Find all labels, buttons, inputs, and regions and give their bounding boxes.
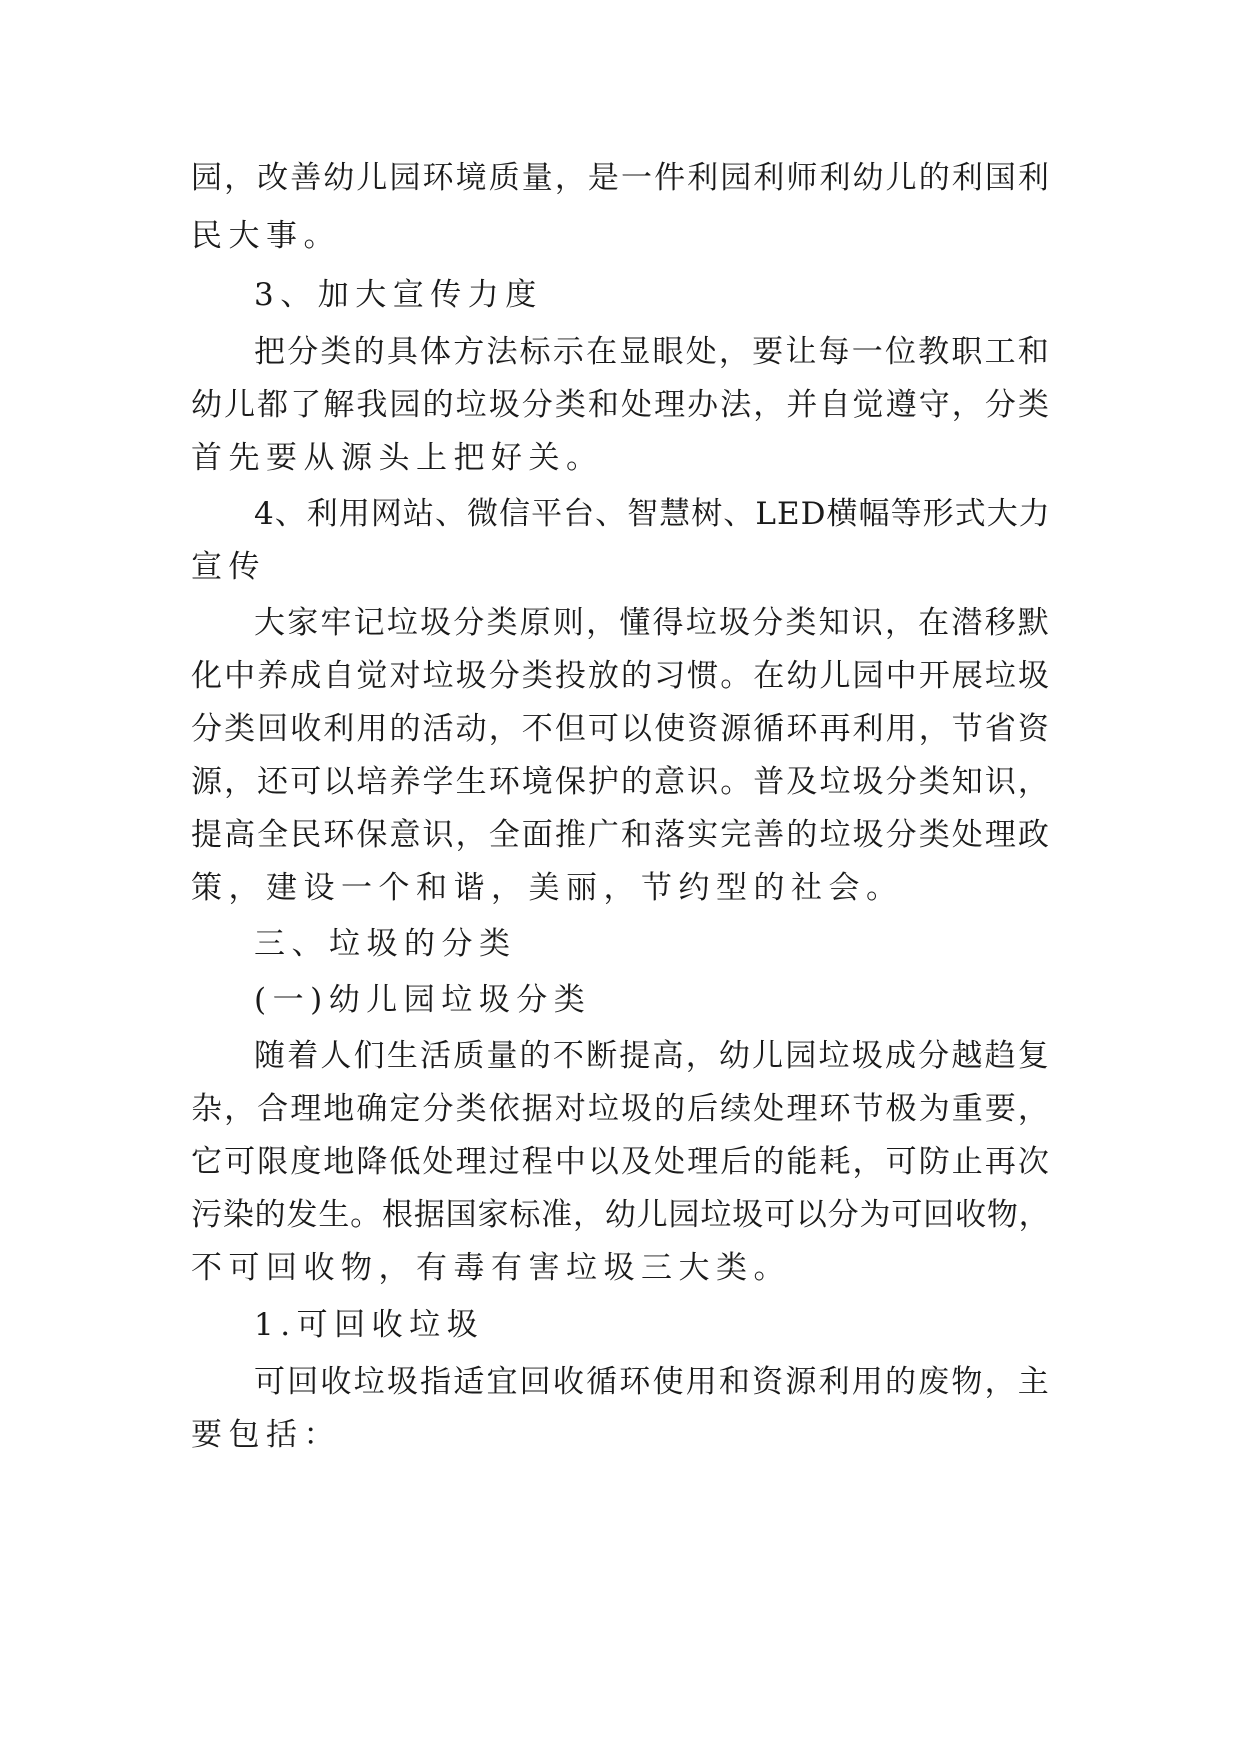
body-text-line: 把分类的具体方法标示在显眼处，要让每一位教职工和 xyxy=(254,334,1051,370)
body-text-line: 可回收垃圾指适宜回收循环使用和资源利用的废物，主 xyxy=(254,1364,1051,1400)
body-text-line: 要包括： xyxy=(191,1417,341,1453)
body-text-line: 不可回收物，有毒有害垃圾三大类。 xyxy=(191,1250,791,1286)
body-text-line: 策，建设一个和谐，美丽，节约型的社会。 xyxy=(191,870,904,906)
body-text-line: 杂，合理地确定分类依据对垃圾的后续处理环节极为重要， xyxy=(191,1091,1051,1127)
body-text-line: 民大事。 xyxy=(191,218,341,254)
section-heading: 三、垃圾的分类 xyxy=(254,926,517,962)
body-text-line: 它可限度地降低处理过程中以及处理后的能耗，可防止再次 xyxy=(191,1144,1051,1180)
body-text-line: 随着人们生活质量的不断提高，幼儿园垃圾成分越趋复 xyxy=(254,1038,1051,1074)
body-text-line: 化中养成自觉对垃圾分类投放的习惯。在幼儿园中开展垃圾 xyxy=(191,658,1051,694)
section-heading: 3、加大宣传力度 xyxy=(254,277,543,313)
body-text-line: 幼儿都了解我园的垃圾分类和处理办法，并自觉遵守，分类 xyxy=(191,387,1051,423)
subsection-heading: 1.可回收垃圾 xyxy=(254,1307,485,1343)
body-text-line: 首先要从源头上把好关。 xyxy=(191,440,604,476)
subsection-heading: (一)幼儿园垃圾分类 xyxy=(254,982,592,1018)
section-heading: 4、利用网站、微信平台、智慧树、LED横幅等形式大力 xyxy=(254,496,1051,532)
body-text-line: 提高全民环保意识，全面推广和落实完善的垃圾分类处理政 xyxy=(191,817,1051,853)
body-text-line: 分类回收利用的活动，不但可以使资源循环再利用，节省资 xyxy=(191,711,1051,747)
body-text-line: 园，改善幼儿园环境质量，是一件利园利师利幼儿的利国利 xyxy=(191,160,1051,196)
section-heading: 宣传 xyxy=(191,549,266,585)
body-text-line: 大家牢记垃圾分类原则，懂得垃圾分类知识，在潜移默 xyxy=(254,605,1051,641)
body-text-line: 源，还可以培养学生环境保护的意识。普及垃圾分类知识， xyxy=(191,764,1051,800)
body-text-line: 污染的发生。根据国家标准，幼儿园垃圾可以分为可回收物， xyxy=(191,1197,1051,1233)
